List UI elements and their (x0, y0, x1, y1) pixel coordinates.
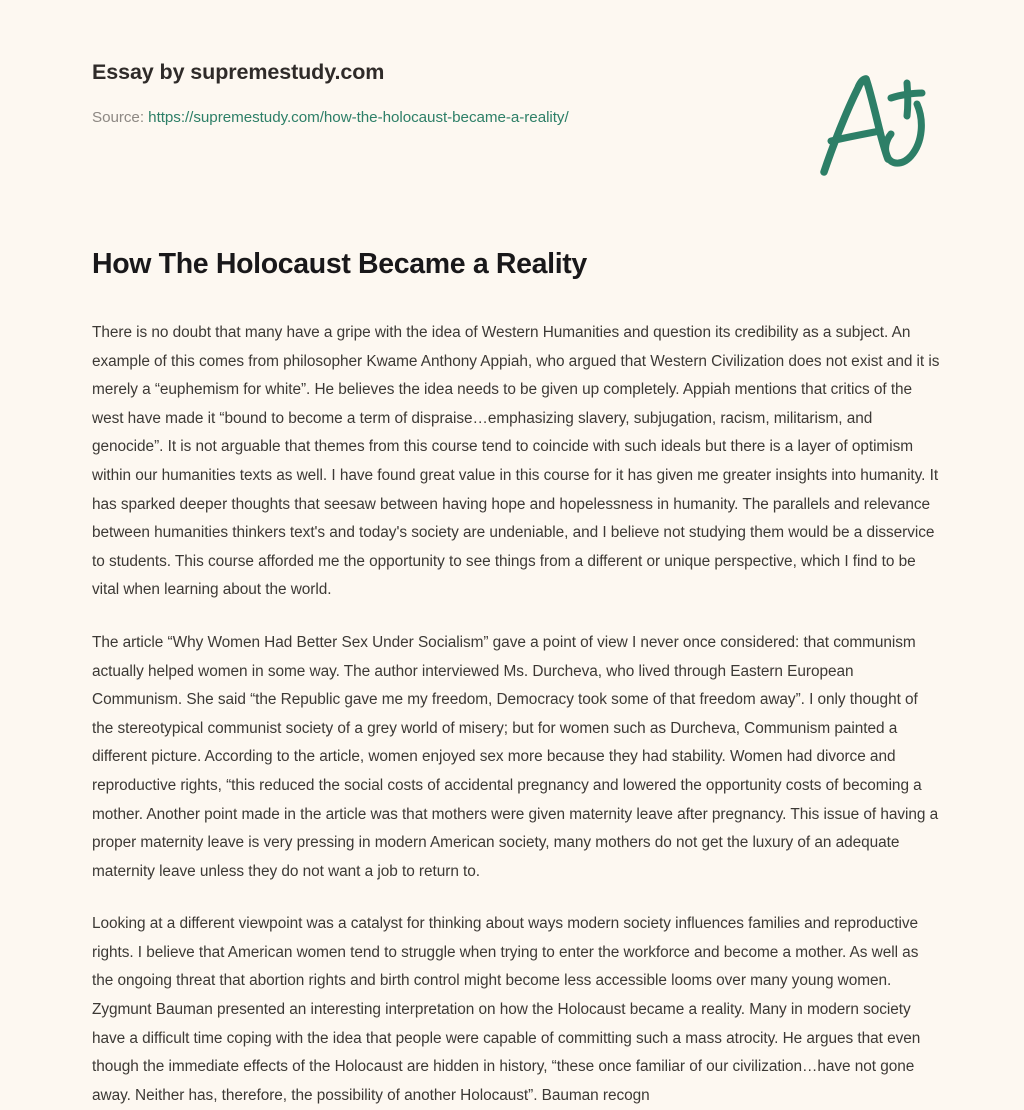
source-line (92, 108, 792, 128)
paragraph: The article “Why Women Had Better Sex Under Socialism” gave a point of view I never once considered: that communism actually helped women in some way. The author interviewed Ms. Durcheva, who lived through Eastern European Communism. She said “the Republic gave me my freedom, Democracy took some of that freedom away”. I only thought of the stereotypical communist society of a grey world of misery; but for women such as Durcheva, Communism painted a different picture. According to the article, women enjoyed sex more because they had stability. Women had divorce and reproductive rights, “this reduced the social costs of accidental pregnancy and lowered the opportunity costs of becoming a mother. Another point made in the article was that mothers were given maternity leave after pregnancy. This issue of having a proper maternity leave is very pressing in modern American society, many mothers do not get the luxury of an adequate maternity leave unless they do not want a job to return to. (92, 633, 939, 880)
article (92, 245, 940, 1110)
source-label: Source: (92, 109, 144, 126)
a-plus-logo-icon (812, 68, 942, 186)
page-title: How The Holocaust Became a Reality (92, 248, 587, 280)
header-text-block (92, 58, 792, 128)
page-header (0, 0, 1024, 200)
paragraph: There is no doubt that many have a gripe with the idea of Western Humanities and question its credibility as a subject. An example of this comes from philosopher Kwame Anthony Appiah, who argued that Western Civilization does not exist and it is merely a “euphemism for white”. He believes the idea needs to be given up completely. Appiah mentions that critics of the west have made it “bound to become a term of dispraise…emphasizing slavery, subjugation, racism, militarism, and genocide”. It is not arguable that themes from this course tend to coincide with such ideals but there is a layer of optimism within our humanities texts as well. I have found great value in this course for it has given me greater insights into humanity. It has sparked deeper thoughts that seesaw between having hope and hopelessness in humanity. The parallels and relevance between humanities thinkers text's and today's society are undeniable, and I believe not studying them would be a disservice to students. This course afforded me the opportunity to see things from a different or unique perspective, which I find to be vital when learning about the world. (92, 324, 940, 599)
source-url-link[interactable]: https://supremestudy.com/how-the-holocaust-became-a-reality/ (148, 109, 569, 126)
article-body (92, 319, 940, 1110)
byline: Essay by supremestudy.com (92, 60, 385, 84)
paragraph: Looking at a different viewpoint was a catalyst for thinking about ways modern society influences families and reproductive rights. I believe that American women tend to struggle when trying to enter the workforce and become a mother. As well as the ongoing threat that abortion rights and birth control might become less accessible looms over many young women. Zygmunt Bauman presented an interesting interpretation on how the Holocaust became a reality. Many in modern society have a difficult time coping with the idea that people were capable of committing such a mass atrocity. He argues that even though the immediate effects of the Holocaust are hidden in history, “these once familiar of our civilization…have not gone away. Neither has, therefore, the possibility of another Holocaust”. Bauman recogn (92, 915, 921, 1104)
